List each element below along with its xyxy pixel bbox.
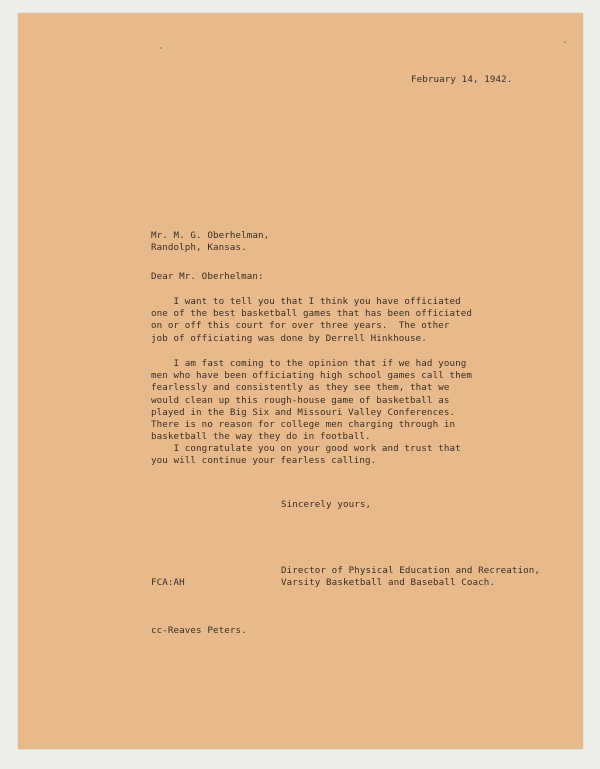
recipient-name: Mr. M. G. Oberhelman, (151, 230, 270, 241)
paragraph-line: I congratulate you on your good work and trust that (151, 443, 461, 454)
signature-title (281, 565, 540, 589)
paragraph-line: would clean up this rough-house game of basketball as (151, 394, 450, 406)
paper-speck (564, 41, 566, 43)
paragraph-line: men who have been officiating high school games call them (151, 370, 472, 382)
carbon-copy-line: cc-Reaves Peters. (151, 625, 247, 636)
paragraph-line: basketball the way they do in football. (151, 431, 371, 443)
salutation: Dear Mr. Oberhelman: (151, 271, 264, 282)
signature-title-line: Director of Physical Education and Recreation, (281, 565, 541, 576)
paragraph-3 (151, 443, 461, 467)
paragraph-2 (151, 358, 472, 443)
closing: Sincerely yours, (281, 499, 372, 510)
reference-initials: FCA:AH (151, 577, 185, 588)
paper-speck (160, 47, 162, 49)
paragraph-line: There is no reason for college men charging through in (151, 419, 456, 431)
paragraph-line: I am fast coming to the opinion that if we had young (151, 358, 467, 369)
paragraph-line: on or off this court for over three years. The other (151, 320, 450, 332)
paragraph-line: I want to tell you that I think you have officiated (151, 296, 461, 307)
paragraph-line: played in the Big Six and Missouri Valley Conferences. (151, 406, 456, 418)
recipient-city: Randolph, Kansas. (151, 242, 247, 254)
paragraph-line: fearlessly and consistently as they see them, that we (151, 382, 450, 394)
paragraph-1 (151, 296, 472, 345)
signature-title-line: Varsity Basketball and Baseball Coach. (281, 577, 495, 589)
recipient-address (151, 230, 269, 254)
letter-page (18, 13, 583, 749)
paragraph-line: one of the best basketball games that has been officiated (151, 308, 472, 320)
paragraph-line: you will continue your fearless calling. (151, 455, 377, 467)
paragraph-line: job of officiating was done by Derrell Hinkhouse. (151, 332, 427, 344)
letter-date: February 14, 1942. (411, 74, 513, 85)
